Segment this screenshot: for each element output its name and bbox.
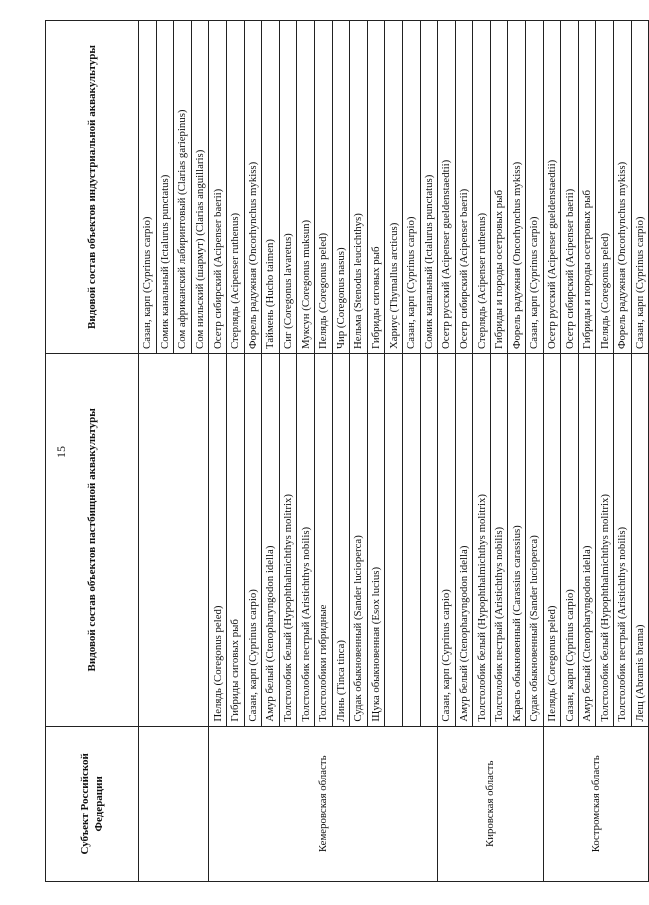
pasture-species-cell: Толстолобик пестрый (Aristichthys nobilis) — [490, 354, 508, 727]
pasture-species-cell: Гибриды сиговых рыб — [226, 354, 244, 727]
region-name-cell: Костромская область — [543, 726, 649, 881]
pasture-species-cell: Судак обыкновенный (Sander lucioperca) — [526, 354, 544, 727]
industrial-species-cell: Гибриды сиговых рыб — [367, 21, 385, 354]
industrial-species-cell: Сазан, карп (Cyprinus carpio) — [402, 21, 420, 354]
table-header-row — [46, 21, 139, 882]
header-industrial: Видовой состав объектов индустриальной аквакультуры — [46, 21, 139, 354]
industrial-species-cell: Осетр сибирский (Acipenser baerii) — [209, 21, 227, 354]
pasture-species-cell: Пелядь (Coregonus peled) — [209, 354, 227, 727]
pasture-species-cell: Судак обыкновенный (Sander lucioperca) — [350, 354, 368, 727]
industrial-species-cell: Сомик канальный (Ictalurus punctatus) — [156, 21, 174, 354]
industrial-species-cell: Чир (Coregonus nasus) — [332, 21, 350, 354]
pasture-species-cell: Толстолобик пестрый (Aristichthys nobilis) — [297, 354, 315, 727]
pasture-species-cell: Карась обыкновенный (Carassius carassius) — [508, 354, 526, 727]
industrial-species-cell: Осетр сибирский (Acipenser baerii) — [455, 21, 473, 354]
table-row — [139, 21, 157, 882]
pasture-species-cell: Амур белый (Ctenopharyngodon idella) — [578, 354, 596, 727]
pasture-species-cell — [385, 354, 403, 727]
industrial-species-cell: Форель радужная (Oncorhynchus mykiss) — [244, 21, 262, 354]
header-subject: Субъект Российской Федерации — [46, 726, 139, 881]
pasture-species-cell: Пелядь (Coregonus peled) — [543, 354, 561, 727]
pasture-species-cell: Лещ (Abramis brama) — [631, 354, 649, 727]
industrial-species-cell: Осетр русский (Acipenser gueldenstaedtii) — [543, 21, 561, 354]
pasture-species-cell: Толстолобик белый (Hypophthalmichthys molitrix) — [596, 354, 614, 727]
species-table — [45, 20, 649, 882]
industrial-species-cell: Таймень (Hucho taimen) — [262, 21, 280, 354]
table-row — [209, 21, 227, 882]
region-name-cell: Кировская область — [438, 726, 544, 881]
pasture-species-cell: Сазан, карп (Cyprinus carpio) — [244, 354, 262, 727]
industrial-species-cell: Стерлядь (Acipenser ruthenus) — [473, 21, 491, 354]
pasture-cell-continued — [139, 354, 209, 727]
header-pasture: Видовой состав объектов пастбищной аквакультуры — [46, 354, 139, 727]
industrial-species-cell: Осетр русский (Acipenser gueldenstaedtii) — [438, 21, 456, 354]
industrial-species-cell: Форель радужная (Oncorhynchus mykiss) — [508, 21, 526, 354]
industrial-species-cell: Пелядь (Coregonus peled) — [596, 21, 614, 354]
pasture-species-cell: Толстолобики гибридные — [314, 354, 332, 727]
region-cell-continued — [139, 726, 209, 881]
industrial-species-cell: Осетр сибирский (Acipenser baerii) — [561, 21, 579, 354]
table-body — [139, 21, 649, 882]
pasture-species-cell: Амур белый (Ctenopharyngodon idella) — [262, 354, 280, 727]
pasture-species-cell: Толстолобик белый (Hypophthalmichthys molitrix) — [473, 354, 491, 727]
pasture-species-cell — [402, 354, 420, 727]
industrial-species-cell: Хариус (Thymallus arcticus) — [385, 21, 403, 354]
industrial-species-cell: Сазан, карп (Cyprinus carpio) — [631, 21, 649, 354]
pasture-species-cell: Амур белый (Ctenopharyngodon idella) — [455, 354, 473, 727]
rotated-content — [45, 20, 646, 882]
industrial-species-cell: Сомик канальный (Ictalurus punctatus) — [420, 21, 438, 354]
table-row — [438, 21, 456, 882]
pasture-species-cell: Сазан, карп (Cyprinus carpio) — [561, 354, 579, 727]
industrial-species-cell: Сом нильский (шармут) (Clarias anguillaris) — [191, 21, 209, 354]
pasture-species-cell: Толстолобик белый (Hypophthalmichthys molitrix) — [279, 354, 297, 727]
pasture-species-cell: Щука обыкновенная (Esox lucius) — [367, 354, 385, 727]
industrial-species-cell: Сазан, карп (Cyprinus carpio) — [139, 21, 157, 354]
region-name-cell: Кемеровская область — [209, 726, 438, 881]
pasture-species-cell: Толстолобик пестрый (Aristichthys nobilis) — [614, 354, 632, 727]
industrial-species-cell: Сом африканский лабиринтовый (Clarias gariepinus) — [174, 21, 192, 354]
pasture-species-cell — [420, 354, 438, 727]
industrial-species-cell: Муксун (Coregonus muksun) — [297, 21, 315, 354]
industrial-species-cell: Нельма (Stenodus leucichthys) — [350, 21, 368, 354]
industrial-species-cell: Сазан, карп (Cyprinus carpio) — [526, 21, 544, 354]
pasture-species-cell: Сазан, карп (Cyprinus carpio) — [438, 354, 456, 727]
table-row — [543, 21, 561, 882]
page-number: 15 — [54, 446, 68, 458]
pasture-species-cell: Линь (Tinca tinca) — [332, 354, 350, 727]
industrial-species-cell: Форель радужная (Oncorhynchus mykiss) — [614, 21, 632, 354]
document-page — [45, 20, 646, 882]
industrial-species-cell: Гибриды и породы осетровых рыб — [490, 21, 508, 354]
industrial-species-cell: Сиг (Coregonus lavaretus) — [279, 21, 297, 354]
industrial-species-cell: Стерлядь (Acipenser ruthenus) — [226, 21, 244, 354]
industrial-species-cell: Гибриды и породы осетровых рыб — [578, 21, 596, 354]
industrial-species-cell: Пелядь (Coregonus peled) — [314, 21, 332, 354]
